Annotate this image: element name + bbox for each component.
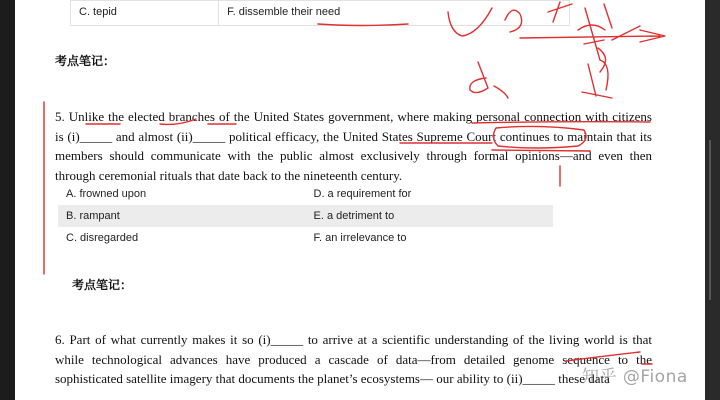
notes-label-2: 考点笔记： — [72, 278, 133, 292]
notes-label-1: 考点笔记： — [55, 54, 116, 68]
watermark: 知乎 @Fiona — [582, 367, 688, 387]
option-e: E. a detriment to — [306, 205, 554, 227]
option-f-dissemble: F. dissemble their need — [219, 1, 570, 26]
question-5-text: 5. Unlike the elected branches of the United States government, where making personal connection with citizens is (i)_____ and almost (ii)_____ political efficacy, the United States Supreme Court continues to maintain that its members should communicate with the public almost exclusively through formal opinions—and even then through ceremonial rituals that date back to the nineteenth century. — [55, 109, 652, 183]
option-a: A. frowned upon — [66, 188, 147, 200]
question-6-text: 6. Part of what currently makes it so (i)_____ to arrive at a scientific understanding of the living world is that while technological advances have produced a cascade of data—from detailed genome sequence to the sophisticated satellite imagery that documents the planet’s ecosystems— our ability to (ii)_____ these data — [55, 332, 652, 386]
previous-options-table — [70, 0, 570, 26]
option-d: D. a requirement for — [313, 188, 412, 200]
option-c-tepid: C. tepid — [71, 1, 219, 26]
frame-edge — [705, 0, 720, 400]
option-b: B. rampant — [58, 205, 306, 227]
question-5-options — [58, 183, 553, 249]
option-c: C. disregarded — [66, 232, 139, 244]
option-f: F. an irrelevance to — [313, 232, 407, 244]
